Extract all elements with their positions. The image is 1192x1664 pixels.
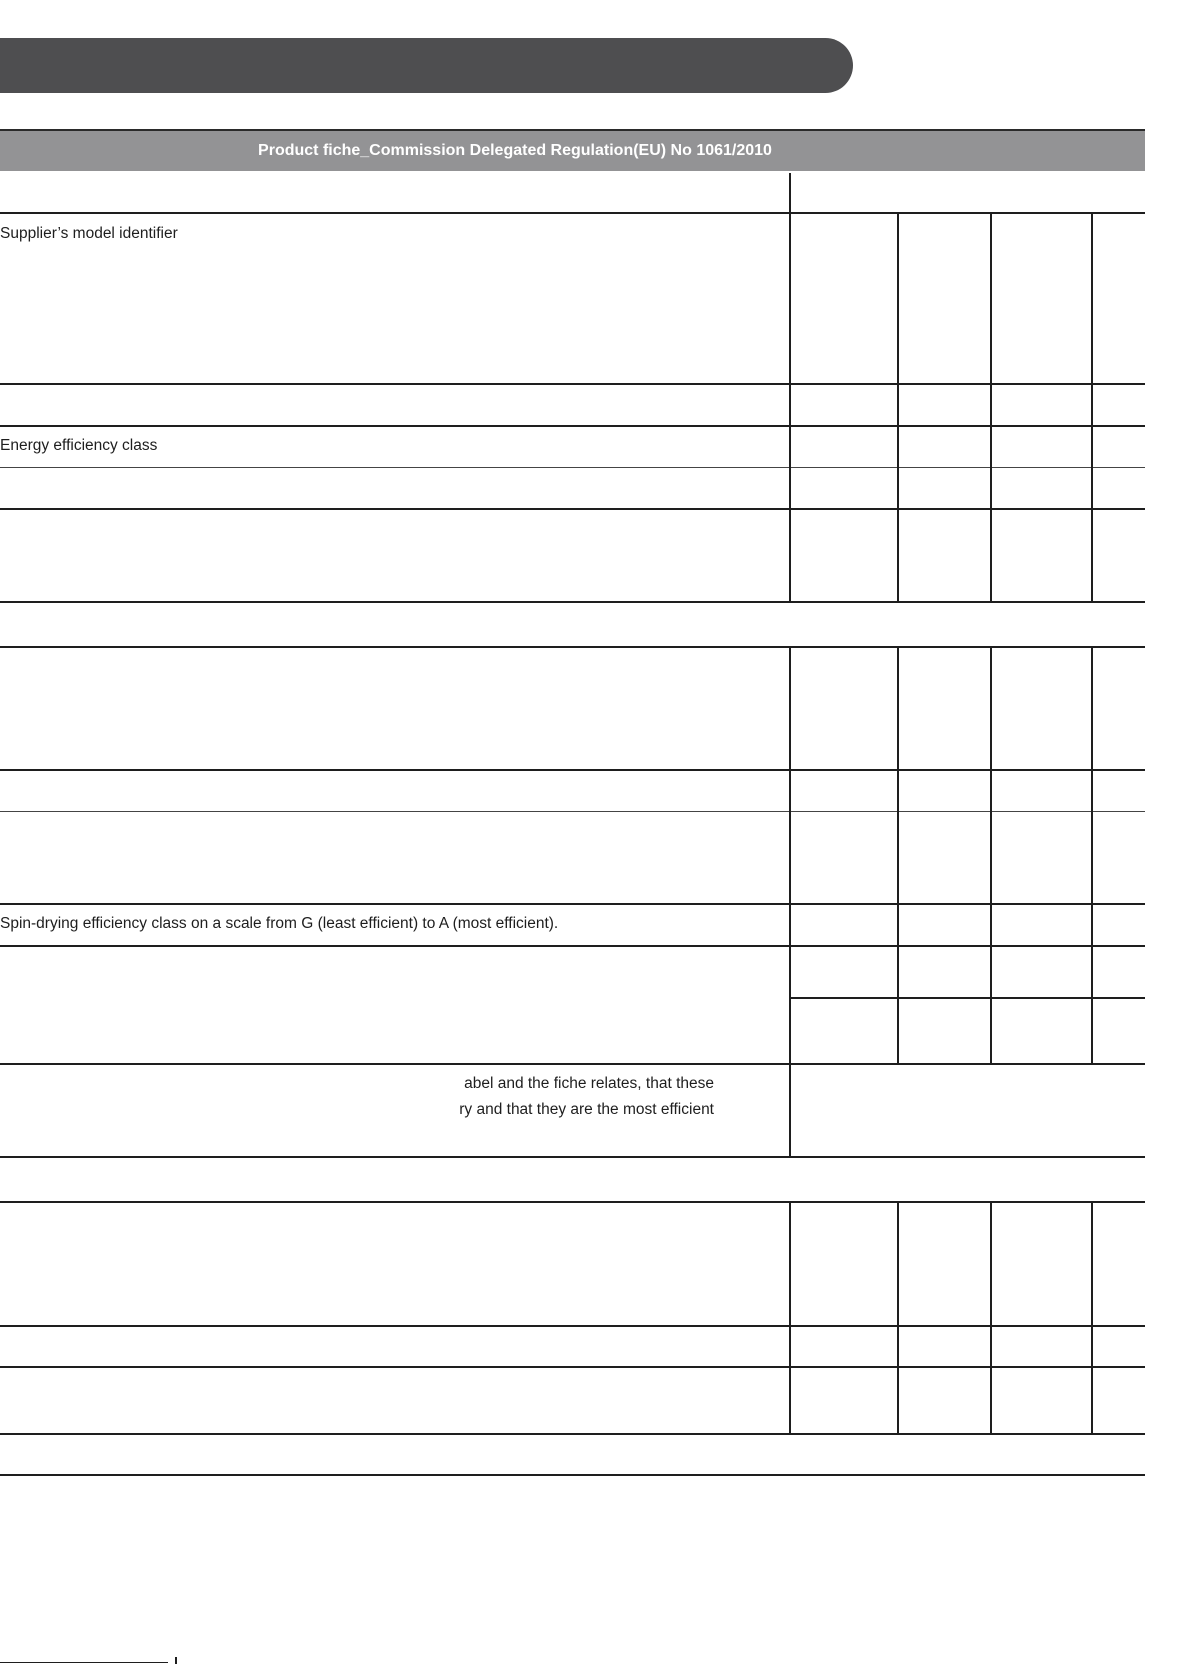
column-rule <box>990 647 992 1063</box>
column-rule <box>1091 1202 1093 1433</box>
column-rule <box>1091 213 1093 601</box>
column-rule <box>789 647 791 1063</box>
energy-efficiency-class-label: Energy efficiency class <box>0 437 158 454</box>
model-identifier-label: Supplier’s model identifier <box>0 225 178 242</box>
footnote-rule <box>0 1662 168 1663</box>
column-rule <box>897 213 899 601</box>
row-rule <box>0 811 1145 812</box>
row-rule <box>0 1325 1145 1327</box>
row-rule <box>0 467 1145 468</box>
footnote-mark <box>175 1657 177 1664</box>
row-rule <box>0 945 1145 947</box>
row-rule <box>0 1201 1145 1203</box>
row-rule <box>0 646 1145 648</box>
column-rule <box>897 647 899 1063</box>
column-rule <box>990 1202 992 1433</box>
column-rule <box>789 1202 791 1433</box>
header-bar <box>0 38 853 93</box>
column-rule <box>789 173 791 213</box>
row-rule <box>0 903 1145 905</box>
row-rule <box>0 1366 1145 1368</box>
row-rule <box>0 601 1145 603</box>
row-rule <box>0 1063 1145 1065</box>
row-rule <box>0 212 1145 214</box>
product-fiche-title-band <box>0 129 1145 171</box>
column-rule <box>1091 647 1093 1063</box>
column-rule <box>789 1064 791 1156</box>
row-rule <box>0 508 1145 510</box>
declaration-line-1: abel and the fiche relates, that these <box>464 1075 714 1092</box>
declaration-line-2: ry and that they are the most efficient <box>459 1101 714 1118</box>
column-rule <box>789 213 791 601</box>
row-rule <box>0 425 1145 427</box>
row-rule <box>0 1433 1145 1435</box>
column-rule <box>990 213 992 601</box>
row-rule <box>0 1156 1145 1158</box>
product-fiche-title: Product fiche_Commission Delegated Regulation(EU) No 1061/2010 <box>258 142 772 159</box>
row-rule <box>0 383 1145 385</box>
row-rule <box>0 1474 1145 1476</box>
row-rule <box>0 769 1145 771</box>
column-rule <box>897 1202 899 1433</box>
spin-drying-efficiency-class-label: Spin-drying efficiency class on a scale from G (least efficient) to A (most efficient). <box>0 915 559 932</box>
